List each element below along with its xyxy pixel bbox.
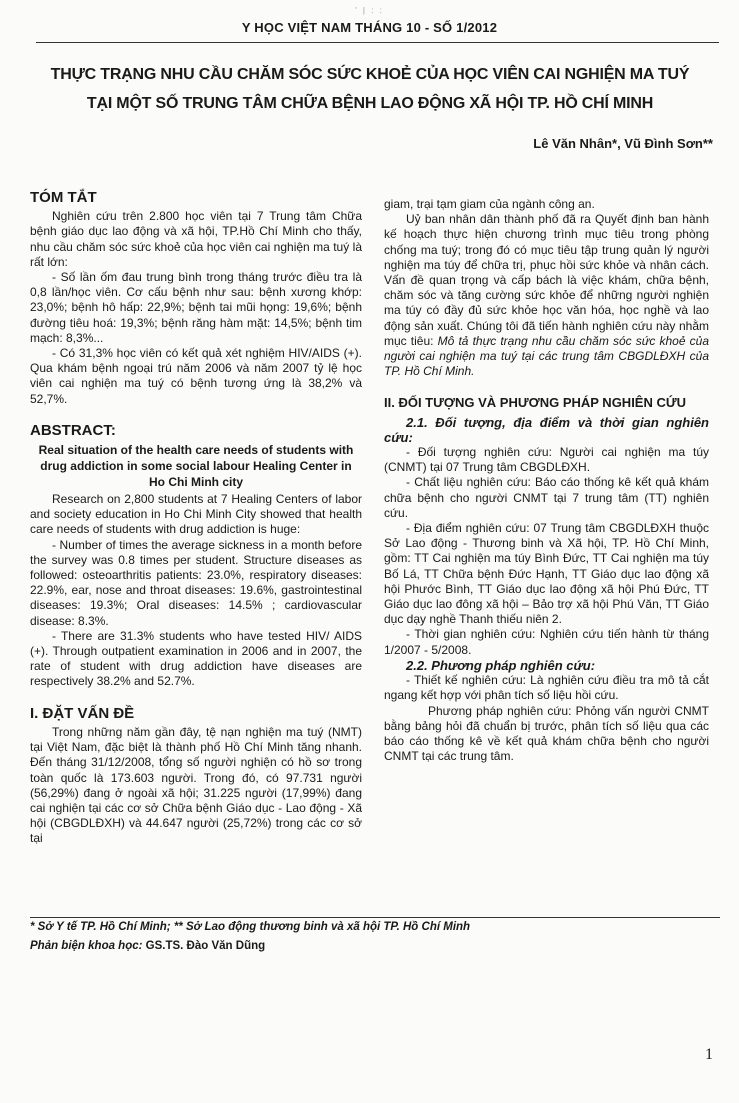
material-item: - Chất liệu nghiên cứu: Báo cáo thống kê kết quả khám chữa bệnh cho người CNMT tại 7 trung tâm (TT) nghiên cứu. bbox=[384, 475, 709, 520]
authors: Lê Văn Nhân*, Vũ Đình Sơn** bbox=[533, 136, 713, 151]
affiliation-footnote: * Sở Y tế TP. Hồ Chí Minh; ** Sở Lao động thương binh và xã hội TP. Hồ Chí Minh bbox=[30, 921, 471, 933]
section-1-paragraph-2 bbox=[384, 212, 709, 379]
scan-mark: ' | : : bbox=[355, 6, 384, 15]
section-1-heading: I. ĐẶT VẤN ĐỀ bbox=[30, 704, 135, 722]
title-line-1: THỰC TRẠNG NHU CẦU CHĂM SÓC SỨC KHOẺ CỦA HỌC VIÊN CAI NGHIỆN MA TUÝ bbox=[50, 66, 690, 83]
reviewer-footnote bbox=[30, 940, 265, 952]
method-item: Phương pháp nghiên cứu: Phỏng vấn người CNMT bằng bảng hỏi đã chuẩn bị trước, phân tích số liệu qua các báo cáo thống kê về kết quả khám chữa bệnh cho người CNMT tại các trung tâm. bbox=[384, 703, 709, 764]
reviewer-label: Phản biện khoa học: bbox=[30, 940, 143, 952]
article-title bbox=[40, 60, 700, 118]
section-2-heading: II. ĐỐI TƯỢNG VÀ PHƯƠNG PHÁP NGHIÊN CỨU bbox=[384, 395, 687, 411]
abstract-heading: ABSTRACT: bbox=[30, 421, 116, 439]
subsection-2-2-heading: 2.2. Phương pháp nghiên cứu: bbox=[406, 657, 596, 673]
journal-header: Y HỌC VIỆT NAM THÁNG 10 - SỐ 1/2012 bbox=[241, 20, 498, 35]
page-number: 1 bbox=[705, 1046, 713, 1063]
section-1-paragraph-2-text: Uỷ ban nhân dân thành phố đã ra Quyết định ban hành kế hoạch thực hiện chương trình mục tiêu trong phòng chống ma tuý; trong đó có mục tiêu tập trung quản lý người nghiện ma túy để chữa trị, phục hồi sức khỏe và nhân cách. Vấn đề quan trọng và cấp bách là việc khám, chữa bệnh, chăm sóc và tăng cường sức khỏe để những người nghiện ma túy có đầy đủ sức khỏe học văn hóa, học nghề và lao động sản xuất. Chúng tôi đã tiến hành nghiên cứu này nhằm mục tiêu: bbox=[384, 212, 709, 348]
time-item: - Thời gian nghiên cứu: Nghiên cứu tiến hành từ tháng 1/2007 - 5/2008. bbox=[384, 627, 709, 657]
title-line-2: TẠI MỘT SỐ TRUNG TÂM CHỮA BỆNH LAO ĐỘNG XÃ HỘI TP. HỒ CHÍ MINH bbox=[86, 95, 654, 112]
abstract-title: Real situation of the health care needs of students with drug addiction in some social labour Healing Center in Ho Chi Minh city bbox=[38, 443, 354, 490]
abstract-paragraph-2: - Number of times the average sickness in a month before the survey was 0.8 times per student. Structure diseases as followed: osteoarthritis patients: 23.0%, respiratory diseases: 22.9%, ear, nose and throat diseases: 19.6%, gastrointestinal diseases: 19.3%; Oral diseases: 14.5% ; cardiovascular disease: 8.3%. bbox=[30, 537, 362, 628]
footnote-rule bbox=[30, 917, 720, 918]
summary-paragraph-1: Nghiên cứu trên 2.800 học viên tại 7 Trung tâm Chữa bệnh giáo dục lao động và xã hội, TP.Hồ Chí Minh cho thấy, nhu cầu chăm sóc sức khoẻ của học viên cai nghiện ma tuý là rất lớn: bbox=[30, 209, 362, 269]
section-1-paragraph-1: Trong những năm gần đây, tệ nạn nghiện ma tuý (NMT) tại Việt Nam, đặc biệt là thành phố Hồ Chí Minh tăng nhanh. Đến tháng 31/12/2008, tổng số người nghiện có hồ sơ trong toàn quốc là 173.603 người. Trong đó, có 97.731 người (56,29%) đang ở ngoài xã hội; 31.225 người (17,99%) đang cai nghiện tại các cơ sở Chữa bệnh Giáo dục - Lao động - Xã hội (CBGDLĐXH) và 44.647 người (25,72%) trong các cơ sở tại bbox=[30, 724, 362, 846]
subject-item: - Đối tượng nghiên cứu: Người cai nghiện ma túy (CNMT) tại 07 Trung tâm CBGDLĐXH. bbox=[384, 445, 709, 475]
abstract-paragraph-1: Research on 2,800 students at 7 Healing Centers of labor and society education in Ho Chi Minh City showed that health care needs of students with drug addiction is huge: bbox=[30, 492, 362, 537]
summary-paragraph-2: - Số lần ốm đau trung bình trong tháng trước điều tra là 0,8 lần/học viên. Cơ cấu bệnh như sau: bệnh xương khớp: 23,0%; bệnh hô hấp: 22,9%; bệnh tai mũi họng: 19,6%; bệnh đường tiêu hoá: 19,3%; bệnh răng hàm mặt: 14,5%; bệnh tim mạch: 8,3%... bbox=[30, 270, 362, 345]
study-objective: Mô tả thực trạng nhu cầu chăm sóc sức khoẻ của người cai nghiện ma tuý tại các trung tâm CBGDLĐXH của TP. Hồ Chí Minh. bbox=[384, 333, 710, 379]
summary-heading: TÓM TẮT bbox=[30, 189, 97, 206]
left-column bbox=[30, 190, 362, 847]
design-item: - Thiết kế nghiên cứu: Là nghiên cứu điều tra mô tả cắt ngang kết hợp với phân tích số liệu hồi cứu. bbox=[384, 673, 709, 703]
subsection-2-1-heading: 2.1. Đối tượng, địa điểm và thời gian nghiên cứu: bbox=[384, 414, 709, 445]
reviewer-name: GS.TS. Đào Văn Dũng bbox=[142, 940, 266, 952]
summary-paragraph-3: - Có 31,3% học viên có kết quả xét nghiệm HIV/AIDS (+). Qua khám bệnh ngoại trú năm 2006 và năm 2007 tỷ lệ học viên cai nghiện ma tuý có bệnh tương ứng là 38,2% và 52,7%. bbox=[30, 346, 362, 406]
location-item: - Địa điểm nghiên cứu: 07 Trung tâm CBGDLĐXH thuộc Sở Lao động - Thương binh và Xã hội, TP. Hồ Chí Minh, gồm: TT Cai nghiện ma túy Bình Đức, TT Cai nghiện ma túy Bố Lá, TT Chữa bệnh Đức Hạnh, TT Giáo dục lao động xã hội Phước Bình, TT Giáo dục lao động xã hội Phú Đức, TT Giáo dục lao đông xã hội – Bảo trợ xã hội Phú Văn, TT Giáo dục dạy nghề Thanh thiếu niên 2. bbox=[384, 521, 709, 627]
header-rule bbox=[36, 42, 719, 43]
right-column bbox=[384, 197, 709, 764]
abstract-paragraph-3: - There are 31.3% students who have tested HIV/ AIDS (+). Through outpatient examination in 2006 and in 2007, the rate of student with drug addiction have diseases are respectively 38.2% and 52.7%. bbox=[30, 628, 362, 689]
section-1-paragraph-1-continued: giam, trại tạm giam của ngành công an. bbox=[384, 197, 595, 211]
